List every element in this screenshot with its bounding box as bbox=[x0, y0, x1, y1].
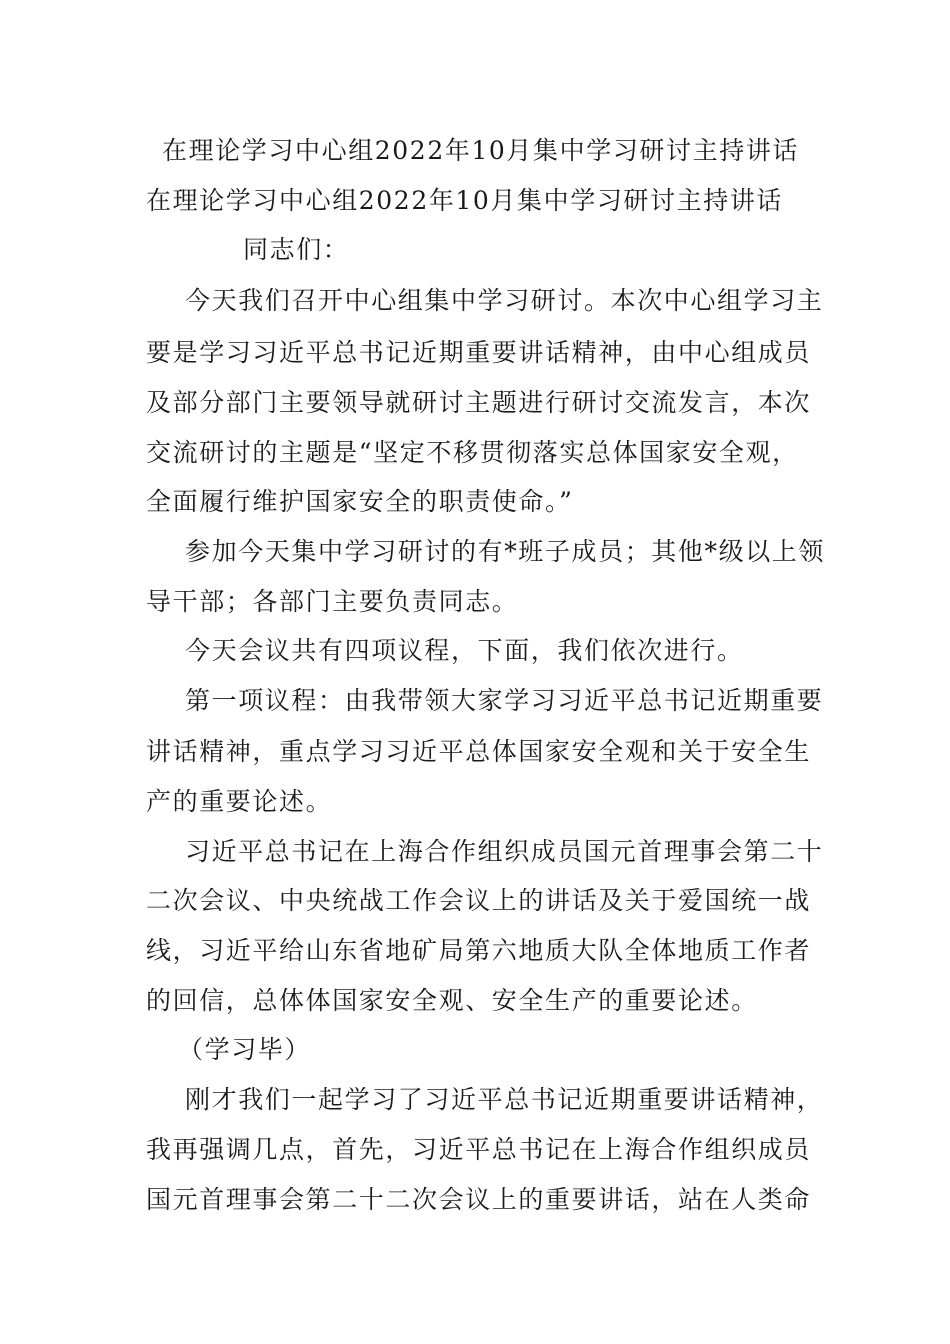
body-line: 讲话精神，重点学习习近平总体国家安全观和关于安全生 bbox=[146, 737, 812, 766]
body-line: 产的重要论述。 bbox=[146, 787, 333, 816]
body-line: 导干部；各部门主要负责同志。 bbox=[146, 587, 519, 616]
body-line: 今天会议共有四项议程，下面，我们依次进行。 bbox=[185, 636, 744, 665]
body-line: 今天我们召开中心组集中学习研讨。本次中心组学习主 bbox=[185, 286, 824, 315]
body-line: 国元首理事会第二十二次会议上的重要讲话，站在人类命 bbox=[146, 1185, 812, 1214]
body-line: 参加今天集中学习研讨的有*班子成员；其他*级以上领 bbox=[185, 537, 826, 566]
body-line: 要是学习习近平总书记近期重要讲话精神，由中心组成员 bbox=[146, 338, 812, 367]
document-subtitle: 在理论学习中心组2022年10月集中学习研讨主持讲话 bbox=[146, 186, 784, 215]
body-line: 习近平总书记在上海合作组织成员国元首理事会第二十 bbox=[185, 837, 824, 866]
body-line: 二次会议、中央统战工作会议上的讲话及关于爱国统一战 bbox=[146, 886, 812, 915]
document-title: 在理论学习中心组2022年10月集中学习研讨主持讲话 bbox=[162, 136, 800, 165]
body-line: 我再强调几点，首先，习近平总书记在上海合作组织成员 bbox=[146, 1135, 812, 1164]
body-line: 交流研讨的主题是“坚定不移贯彻落实总体国家安全观， bbox=[146, 438, 799, 467]
body-line: 的回信，总体体国家安全观、安全生产的重要论述。 bbox=[146, 986, 758, 1015]
salutation: 同志们： bbox=[243, 235, 350, 264]
body-line: （学习毕） bbox=[178, 1035, 312, 1064]
body-line: 及部分部门主要领导就研讨主题进行研讨交流发言，本次 bbox=[146, 388, 812, 417]
body-line: 全面履行维护国家安全的职责使命。” bbox=[146, 487, 574, 516]
body-line: 刚才我们一起学习了习近平总书记近期重要讲话精神， bbox=[185, 1085, 824, 1114]
body-line: 第一项议程：由我带领大家学习习近平总书记近期重要 bbox=[185, 686, 824, 715]
body-line: 线，习近平给山东省地矿局第六地质大队全体地质工作者 bbox=[146, 936, 812, 965]
